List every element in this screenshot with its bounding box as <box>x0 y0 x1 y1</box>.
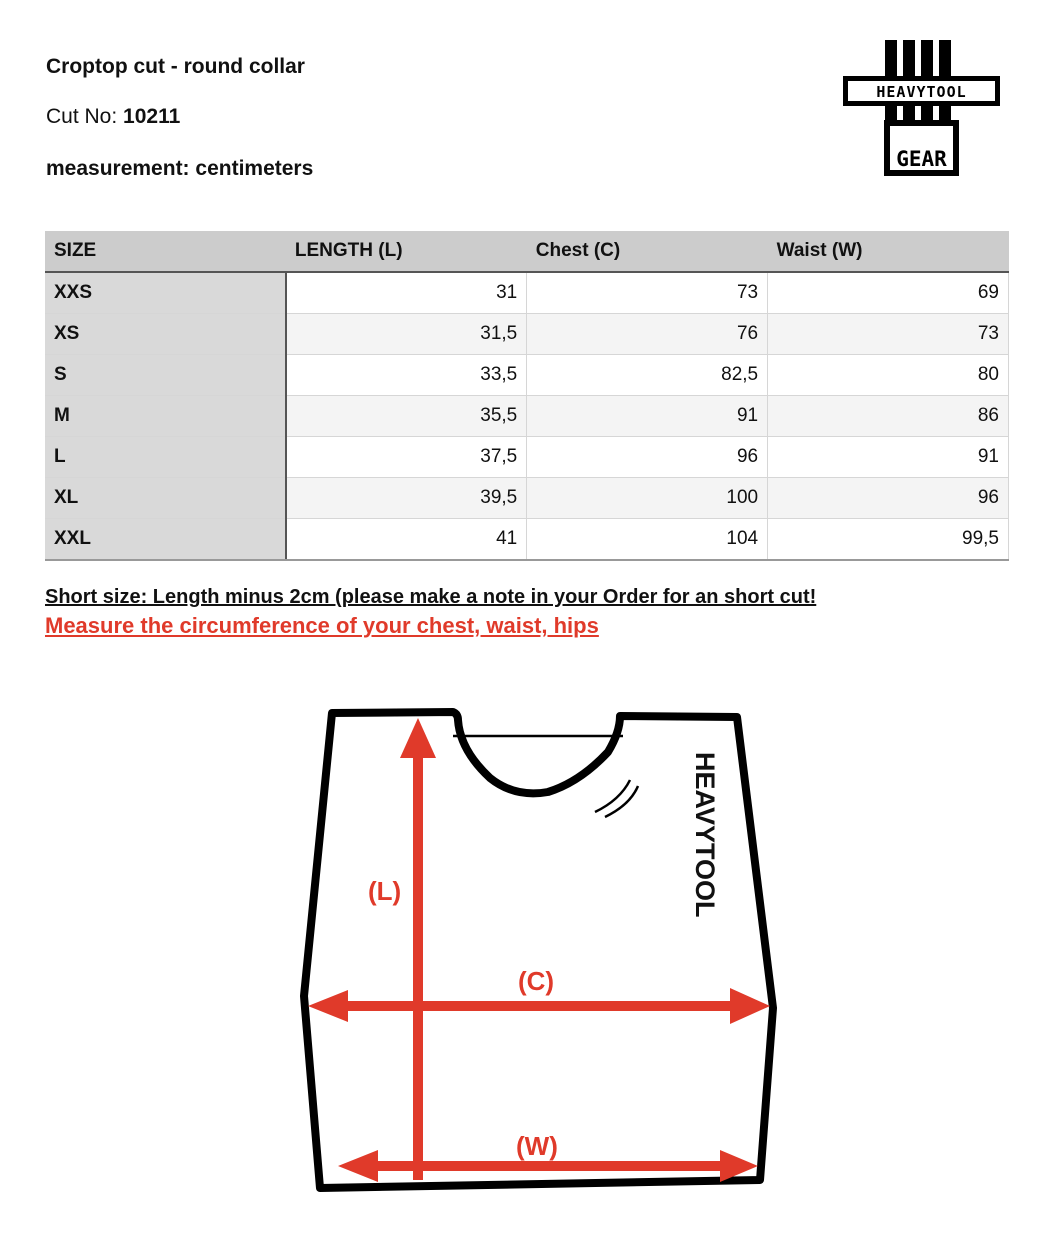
waist-label: (W) <box>516 1131 558 1161</box>
table-row <box>45 519 1009 561</box>
cell-waist: 96 <box>768 478 1009 519</box>
croptop-measurement-diagram <box>290 700 790 1200</box>
chest-label: (C) <box>518 966 555 996</box>
cell-size: S <box>45 355 286 396</box>
cell-length: 37,5 <box>286 437 527 478</box>
cell-length: 39,5 <box>286 478 527 519</box>
size-chart-table <box>45 231 1009 561</box>
cell-chest: 73 <box>527 272 768 314</box>
header-length: LENGTH (L) <box>286 231 527 272</box>
table-row <box>45 396 1009 437</box>
cell-length: 33,5 <box>286 355 527 396</box>
table-row <box>45 437 1009 478</box>
measurement-unit: measurement: centimeters <box>46 157 314 180</box>
cell-waist: 73 <box>768 314 1009 355</box>
cut-number-value: 10211 <box>123 105 181 128</box>
table-row <box>45 355 1009 396</box>
page-title: Croptop cut - round collar <box>46 55 305 78</box>
cell-length: 31,5 <box>286 314 527 355</box>
cell-chest: 100 <box>527 478 768 519</box>
length-label: (L) <box>368 876 402 906</box>
table-row <box>45 314 1009 355</box>
header-chest: Chest (C) <box>527 231 768 272</box>
header-waist: Waist (W) <box>768 231 1009 272</box>
cell-chest: 91 <box>527 396 768 437</box>
table-row <box>45 272 1009 314</box>
cell-size: XXS <box>45 272 286 314</box>
cell-length: 35,5 <box>286 396 527 437</box>
header-size: SIZE <box>45 231 286 272</box>
measure-instruction: Measure the circumference of your chest, waist, hips <box>45 613 599 638</box>
cell-chest: 96 <box>527 437 768 478</box>
cell-waist: 69 <box>768 272 1009 314</box>
table-header-row <box>45 231 1009 272</box>
cell-waist: 91 <box>768 437 1009 478</box>
cell-size: M <box>45 396 286 437</box>
cell-size: L <box>45 437 286 478</box>
heavytool-gear-logo <box>843 40 1000 176</box>
cell-chest: 82,5 <box>527 355 768 396</box>
cut-number <box>46 105 180 129</box>
cell-size: XS <box>45 314 286 355</box>
cell-chest: 76 <box>527 314 768 355</box>
cell-waist: 99,5 <box>768 519 1009 561</box>
cell-length: 31 <box>286 272 527 314</box>
cell-size: XXL <box>45 519 286 561</box>
cut-number-label: Cut No: <box>46 105 118 128</box>
brand-text: HEAVYTOOL <box>690 752 720 918</box>
logo-text-bottom: GEAR <box>896 147 947 171</box>
cell-chest: 104 <box>527 519 768 561</box>
short-size-note: Short size: Length minus 2cm (please make a note in your Order for an short cut! <box>45 586 817 608</box>
table-row <box>45 478 1009 519</box>
cell-length: 41 <box>286 519 527 561</box>
logo-text-top: HEAVYTOOL <box>876 83 967 101</box>
cell-waist: 80 <box>768 355 1009 396</box>
cell-waist: 86 <box>768 396 1009 437</box>
cell-size: XL <box>45 478 286 519</box>
